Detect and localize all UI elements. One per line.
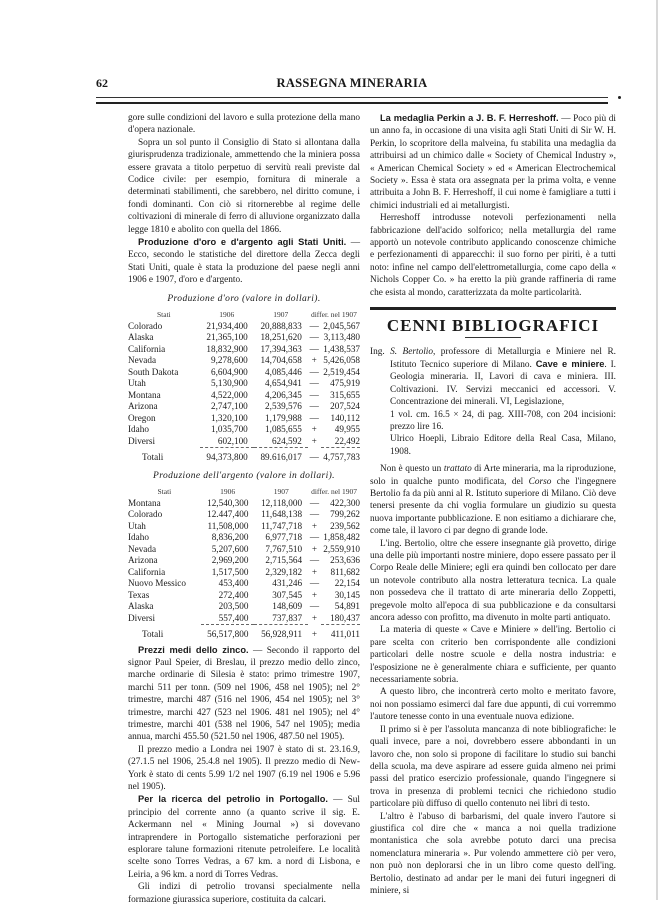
diff-value-cell: 2,519,454	[323, 366, 360, 377]
page-number: 62	[96, 76, 108, 90]
value-1907-cell: 431,246	[272, 578, 303, 588]
table-row	[128, 578, 360, 590]
review-paragraph: La materia di queste « Cave e Miniere » dell'ing. Bertolio ci pare scelta con criterio ben corrispondente alle condizioni particolari delle nostre scuole e della nostra industria: e l'esposizione ne è generalmente chiara e sufficiente, per quanto necessariamente sobria.	[370, 625, 616, 686]
value-1906-cell: 21,365,100	[206, 332, 248, 343]
article-oil	[128, 793, 360, 881]
review-paragraph: Il primo si è per l'assoluta mancanza di note bibliografiche: le quali invece, pare a noi, dovrebbero essere abbondanti in un lavoro che, non solo si propone di facilitare lo studio sui banchi della scuola, ma deve aspirare ad essere guida almeno nei primi passi del pratico esercizio professionale, quando l'ingegnere si trova in presenza di problemi tecnici che richiedono studio particolare più diffuso di quello contenuto nei libri di testo.	[370, 724, 616, 810]
biblio-desc: . I. Geologia mineraria. II, Lavori di cava e miniera. III. Coltivazioni. IV. Servizi meccanici ed accessori. V. Concentrazione dei minerali. VI, Legislazione,	[390, 359, 616, 408]
state-cell: Idaho	[128, 532, 149, 542]
section-title: CENNI BIBLIOGRAFICI	[386, 316, 600, 336]
value-1906-cell: 1,517,500	[211, 566, 249, 577]
value-1906-cell: 602,100	[217, 435, 248, 446]
total-sign-cell: —	[309, 452, 319, 463]
gold-table-caption: Produzione d'oro (valore in dollari).	[167, 293, 321, 304]
biblio-publisher: Ulrico Hoepli, Libraio Editore della Real Casa, Milano, 1908.	[390, 434, 616, 457]
table-row	[128, 378, 360, 390]
value-1906-cell: 18,832,900	[206, 343, 248, 354]
diff-value-cell: 799,262	[330, 509, 360, 519]
diff-value-cell: 54,891	[334, 601, 360, 611]
diff-value-cell: 239,562	[330, 520, 360, 531]
value-1906-cell: 2,747,100	[211, 401, 248, 412]
diff-sign-cell: —	[309, 320, 319, 331]
diff-sign-cell: —	[309, 343, 319, 354]
biblio-author: S. Bertolio	[390, 346, 434, 357]
article-heading: La medaglia Perkin a J. B. F. Herreshoff.	[380, 113, 559, 123]
value-1906-cell: 6,604,900	[211, 366, 248, 377]
state-cell: Utah	[128, 378, 146, 389]
diff-sign-cell: +	[311, 355, 317, 366]
text: che l'ingegnere Bertolio fa da più anni al R. Istituto superiore di Milano. Ciò deve tenersi presente da chi voglia formulare un giudizio su questa nuova importante pubblicazione. E non esitiamo a dichiarare che, come tale, il lavoro ci par degno di grande lode.	[370, 476, 616, 537]
silver-production-table	[128, 486, 360, 641]
diff-sign-cell: +	[311, 520, 318, 531]
value-1907-cell: 7,767,510	[265, 543, 303, 554]
state-cell: Diversi	[128, 612, 156, 623]
state-cell: Nevada	[128, 355, 157, 366]
total-label: Totali	[142, 629, 164, 639]
state-cell: Nevada	[128, 543, 157, 554]
biblio-volume: 1 vol. cm. 16.5 × 24, di pag. XIII-708, con 204 incisioni: prezzo lire 16.	[390, 409, 616, 432]
value-1907-cell: 2,539,576	[265, 401, 302, 412]
paragraph: Herreshoff introdusse notevoli perfezionamenti nella fabbricazione dell'acido solforico; nella metallurgia del rame apportò un notevole contributo applicando conoscenze chimiche e perfezionamenti di apparecchi: il suo forno per piriti, è a tutti noto: infine nel campo dell'elettrometallurgia, come capo della « Nichols Copper Co. » ha eretto la più grande raffineria di rame che esista al mondo, caratterizzata da molte particolarità.	[370, 213, 616, 298]
total-1906-cell: 94,373,800	[206, 452, 248, 463]
diff-value-cell: 2,559,910	[323, 543, 360, 554]
state-cell: Texas	[128, 589, 150, 600]
value-1906-cell: 5,207,600	[211, 543, 249, 554]
table-row	[128, 509, 360, 521]
table-row	[128, 344, 360, 356]
table-header-row	[128, 486, 360, 498]
running-title: RASSEGNA MINERARIA	[276, 76, 428, 90]
total-row	[128, 629, 360, 641]
value-1907-cell: 307,545	[272, 589, 303, 600]
total-1907-cell: 89.616,017	[260, 452, 302, 463]
diff-value-cell: 22,154	[334, 578, 360, 588]
diff-sign-cell: —	[309, 509, 320, 519]
article-gold-silver	[128, 236, 360, 287]
diff-sign-cell: —	[309, 378, 319, 389]
text: di Arte mineraria, ma la riproduzione, solo in qualche punto modificata, del	[370, 464, 616, 487]
diff-value-cell: 30,145	[334, 589, 360, 600]
table-row	[128, 544, 360, 556]
state-cell: Arizona	[128, 555, 158, 565]
diff-sign-cell: +	[311, 424, 317, 435]
diff-sign-cell: —	[309, 578, 320, 588]
value-1907-cell: 624,592	[271, 435, 302, 446]
diff-value-cell: 49,955	[334, 424, 360, 435]
value-1906-cell: 2,969,200	[211, 555, 249, 565]
table-row	[128, 521, 360, 533]
table-row	[128, 555, 360, 567]
article-heading: Produzione d'oro e d'argento agli Stati Uniti.	[138, 237, 347, 248]
state-cell: Nuovo Messico	[128, 578, 186, 588]
article-heading: Per la ricerca del petrolio in Portogallo.	[138, 794, 328, 805]
table-row	[128, 367, 360, 379]
diff-sign-cell: +	[311, 566, 318, 577]
diff-value-cell: 3,113,480	[323, 332, 360, 343]
diff-sign-cell: —	[309, 601, 320, 611]
value-1907-cell: 4,654,941	[265, 378, 302, 389]
value-1906-cell: 272,400	[218, 589, 249, 600]
text: Non è questo un	[380, 464, 444, 475]
state-cell: Alaska	[128, 332, 154, 343]
state-cell: Idaho	[128, 424, 149, 435]
table-row	[128, 436, 360, 448]
diff-sign-cell: —	[309, 389, 319, 400]
table-row	[128, 424, 360, 436]
value-1907-cell: 148,609	[272, 601, 303, 611]
state-cell: Colorado	[128, 320, 163, 331]
left-column	[128, 112, 360, 906]
state-cell: Montana	[128, 389, 161, 400]
value-1907-cell: 11,747,718	[261, 520, 303, 531]
article-text: — Ecco, secondo le statistiche del direttore della Zecca degli Stati Uniti, quale è stata la produzione del paese negli anni 1906 e 1907, d'oro e d'argento.	[128, 238, 361, 286]
diff-sign-cell: —	[309, 401, 319, 412]
value-1906-cell: 203,500	[218, 601, 249, 611]
value-1907-cell: 4,085,446	[265, 366, 302, 377]
review-paragraph: A questo libro, che incontrerà certo molto e meritato favore, noi non possiamo esimerci dal fare due appunti, di cui vorremmo l'autore tenesse conto in una eventuale nuova edizione.	[370, 687, 616, 723]
state-cell: California	[128, 343, 166, 354]
state-cell: Alaska	[128, 601, 154, 611]
paragraph: Sopra un sol punto il Consiglio di Stato si allontana dalla giurisprudenza tradizionale, ammettendo che la miniera possa essere gravata a titolo perpetuo di servitù reali previste dal Codice civile: per esempio, fornitura di minerale a determinati stabilimenti, che sarebbero, nel diritto comune, i fondi dominanti. Con ciò si ritornerebbe al regime delle coltivazioni di minerale di ferro di alluvione organizzato dalla legge 1810 e abolito con quella del 1866.	[128, 137, 360, 235]
table-row	[128, 321, 360, 333]
diff-value-cell: 811,682	[330, 566, 360, 577]
diff-sign-cell: —	[309, 412, 319, 423]
diff-value-cell: 475,919	[330, 378, 360, 389]
diff-sign-cell: +	[311, 589, 318, 600]
review-paragraph: L'ing. Bertolio, oltre che essere insegnante già provetto, dirige una delle più importanti nostre miniere, dopo essere passato per il Corpo Reale delle Miniere; egli era quindi ben collocato per dare un notevole contributo alla nostra letteratura tecnica. La quale non possedeva che il trattato di arte mineraria dello Zoppetti, pregevole molto all'epoca di sua pubblicazione e da consultarsi ancora adesso con profitto, ma divenuto in molte parti antiquato.	[370, 538, 616, 624]
total-diff-cell: 4,757,783	[323, 452, 360, 463]
right-column	[370, 112, 616, 897]
diff-value-cell: 1,858,482	[323, 532, 360, 542]
value-1907-cell: 6,977,718	[265, 532, 303, 542]
value-1906-cell: 557,400	[218, 612, 249, 623]
diff-value-cell: 253,636	[330, 555, 360, 565]
value-1907-cell: 2,329,182	[265, 566, 303, 577]
diff-sign-cell: +	[311, 435, 317, 446]
column-header: Stati	[156, 310, 171, 320]
column-header: 1906	[220, 487, 236, 496]
bibliography-entry	[370, 346, 616, 409]
value-1907-cell: 2,715,564	[265, 555, 303, 565]
section-title-underline	[465, 337, 521, 338]
table-row	[128, 401, 360, 413]
table-row	[128, 532, 360, 544]
diff-value-cell: 1,438,537	[323, 343, 360, 354]
diff-sign-cell: —	[309, 555, 320, 565]
biblio-prefix: Ing.	[370, 346, 391, 357]
paragraph: gore sulle condizioni del lavoro e sulla protezione della mano d'opera nazionale.	[128, 113, 360, 136]
diff-sign-cell: —	[309, 497, 320, 508]
state-cell: Arizona	[128, 401, 158, 412]
review-paragraph	[370, 463, 616, 537]
diff-sign-cell: +	[311, 543, 318, 554]
value-1907-cell: 18,251,620	[260, 332, 302, 343]
margin-dot	[618, 96, 621, 99]
table-row	[128, 567, 360, 579]
column-header: differ. nel 1907	[310, 310, 357, 320]
total-1906-cell: 56,517,800	[207, 629, 249, 639]
table-header-row	[128, 309, 360, 321]
value-1906-cell: 11,508,000	[207, 520, 249, 531]
page-header	[96, 76, 608, 96]
value-1907-cell: 14,704,658	[260, 355, 302, 366]
column-header: differ. nel 1907	[311, 487, 357, 496]
value-1906-cell: 1,320,100	[211, 412, 248, 423]
total-label: Totali	[142, 452, 164, 463]
total-1907-cell: 56,928,911	[261, 629, 303, 639]
gold-production-table	[128, 309, 360, 464]
italic-text: Corso	[528, 476, 552, 487]
article-text: — Sul principio del corrente anno (a quanto scrive il sig. E. Ackermann nel « Mining Journal ») si dovevano intraprendere in Portogallo sistematiche perforazioni per esplorare talune formazioni ritenute petroleifere. Le località scelte sono Torres Vedras, a 67 km. a nord di Lisbona, e Leiria, a 96 km. a nord di Torres Vedras.	[128, 795, 360, 880]
paragraph: Gli indizi di petrolio trovansi specialmente nella formazione giurassica superiore, costituita da calcari.	[128, 882, 360, 905]
header-double-rule	[96, 97, 608, 104]
paragraph: Il prezzo medio a Londra nei 1907 è stato di st. 23.16.9, (27.1.5 nel 1906, 25.4.8 nel 1905). Il prezzo medio di New-York è stato di cents 5.99 1/2 nel 1907 (6.19 nel 1906 e 5.96 nel 1905).	[128, 744, 360, 792]
total-diff-cell: 411,011	[330, 629, 360, 639]
article-heading: Prezzi medi dello zinco.	[138, 644, 249, 655]
diff-value-cell: 422,300	[330, 497, 360, 508]
silver-table-caption: Produzione dell'argento (valore in dollari).	[153, 470, 335, 481]
table-row	[128, 498, 360, 510]
column-header: 1906	[219, 310, 235, 320]
table-row	[128, 601, 360, 613]
state-cell: California	[128, 566, 166, 577]
value-1906-cell: 1,035,700	[211, 424, 248, 435]
value-1907-cell: 17,394,363	[260, 343, 302, 354]
state-cell: Oregon	[128, 412, 156, 423]
value-1907-cell: 737,837	[272, 612, 303, 623]
biblio-title: Cave e miniere	[535, 358, 605, 369]
diff-sign-cell: +	[311, 612, 318, 623]
diff-value-cell: 22,492	[334, 435, 360, 446]
diff-sign-cell: —	[309, 366, 319, 377]
article-text: — Secondo il rapporto del signor Paul Speier, di Breslau, il prezzo medio dello zinco, marche ordinarie di Silesia è stato: primo trimestre 1907, marchi 511 per tonn. (509 nel 1906, 458 nel 1905); nel 2° trimestre, marchi 487 (516 nel 1906, 454 nel 1905); nel 3° trimestre, marchi 427 (523 nel 1906. 481 nel 1905); nel 4° trimestre, marchi 401 (538 nel 1906, 547 nel 1905); media annua, marchi 455.50 (521.50 nel 1906, 487.50 nel 1905).	[128, 645, 360, 743]
page-edge-shadow	[656, 0, 658, 900]
article-text: — Poco più di un anno fa, in occasione di una visita agli Stati Uniti di Sir W. H. Perkin, lo scopritore della malveina, fu stabilita una medaglia da attribuirsi ad un chimico dalle « Society of Chemical Industry », « American Chemical Society » ed « American Electrochemical Society ». Essa è stata ora assegnata per la prima volta, e venne attribuita a John B. F. Herreshoff, il cui nome è famigliare a tutti i chimici industriali ed ai metallurgisti.	[370, 114, 616, 211]
diff-value-cell: 315,655	[330, 389, 360, 400]
diff-value-cell: 207,524	[330, 401, 360, 412]
section-divider-rule	[370, 307, 616, 310]
diff-value-cell: 2,045,567	[323, 320, 360, 331]
value-1907-cell: 11,648,138	[261, 509, 303, 519]
value-1906-cell: 12,540,300	[207, 497, 249, 508]
value-1907-cell: 1,085,655	[265, 424, 302, 435]
value-1906-cell: 4,522,000	[211, 389, 248, 400]
value-1906-cell: 12.447,400	[207, 509, 249, 519]
value-1906-cell: 21,934,400	[206, 320, 248, 331]
column-header: 1907	[273, 487, 289, 496]
table-row	[128, 390, 360, 402]
state-cell: Montana	[128, 497, 161, 508]
state-cell: Utah	[128, 520, 146, 531]
value-1906-cell: 9,278,600	[211, 355, 248, 366]
table-row	[128, 413, 360, 425]
value-1906-cell: 5,130,900	[211, 378, 248, 389]
value-1907-cell: 12,118,000	[261, 497, 303, 508]
diff-sign-cell: —	[309, 532, 320, 542]
column-header: Stati	[157, 487, 172, 496]
column-header: 1907	[273, 310, 289, 320]
article-zinc	[128, 644, 360, 744]
value-1906-cell: 453,400	[218, 578, 249, 588]
value-1907-cell: 20,888,833	[260, 320, 302, 331]
total-row	[128, 452, 360, 464]
total-sign-cell: +	[311, 629, 318, 639]
state-cell: Colorado	[128, 509, 163, 519]
state-cell: Diversi	[128, 435, 156, 446]
article-perkin	[370, 112, 616, 212]
table-row	[128, 613, 360, 625]
review-paragraph: L'altro è l'abuso di barbarismi, del quale invero l'autore si giustifica col dire che « manca a noi quella tradizione montanistica che sola avrebbe potuto darci una precisa nomenclatura mineraria ». Pur volendo ammettere ciò per vero, non può non deplorarsi che in un libro come questo dell'ing. Bertolio, destinato ad andar per le mani dei futuri ingegneri di miniere, si	[370, 811, 616, 896]
diff-value-cell: 140,112	[330, 412, 360, 423]
table-row	[128, 332, 360, 344]
biblio-desc: , professore di Metallurgia e Miniere nel R. Istituto Tecnico superiore di Milano.	[390, 346, 616, 370]
italic-text: trattato	[443, 464, 472, 475]
state-cell: South Dakota	[128, 366, 179, 377]
diff-value-cell: 5,426,058	[323, 355, 360, 366]
value-1907-cell: 1,179,988	[265, 412, 302, 423]
table-row	[128, 355, 360, 367]
table-row	[128, 590, 360, 602]
diff-value-cell: 180,437	[330, 612, 360, 623]
value-1907-cell: 4,206,345	[265, 389, 302, 400]
diff-sign-cell: —	[309, 332, 319, 343]
value-1906-cell: 8,836,200	[211, 532, 249, 542]
